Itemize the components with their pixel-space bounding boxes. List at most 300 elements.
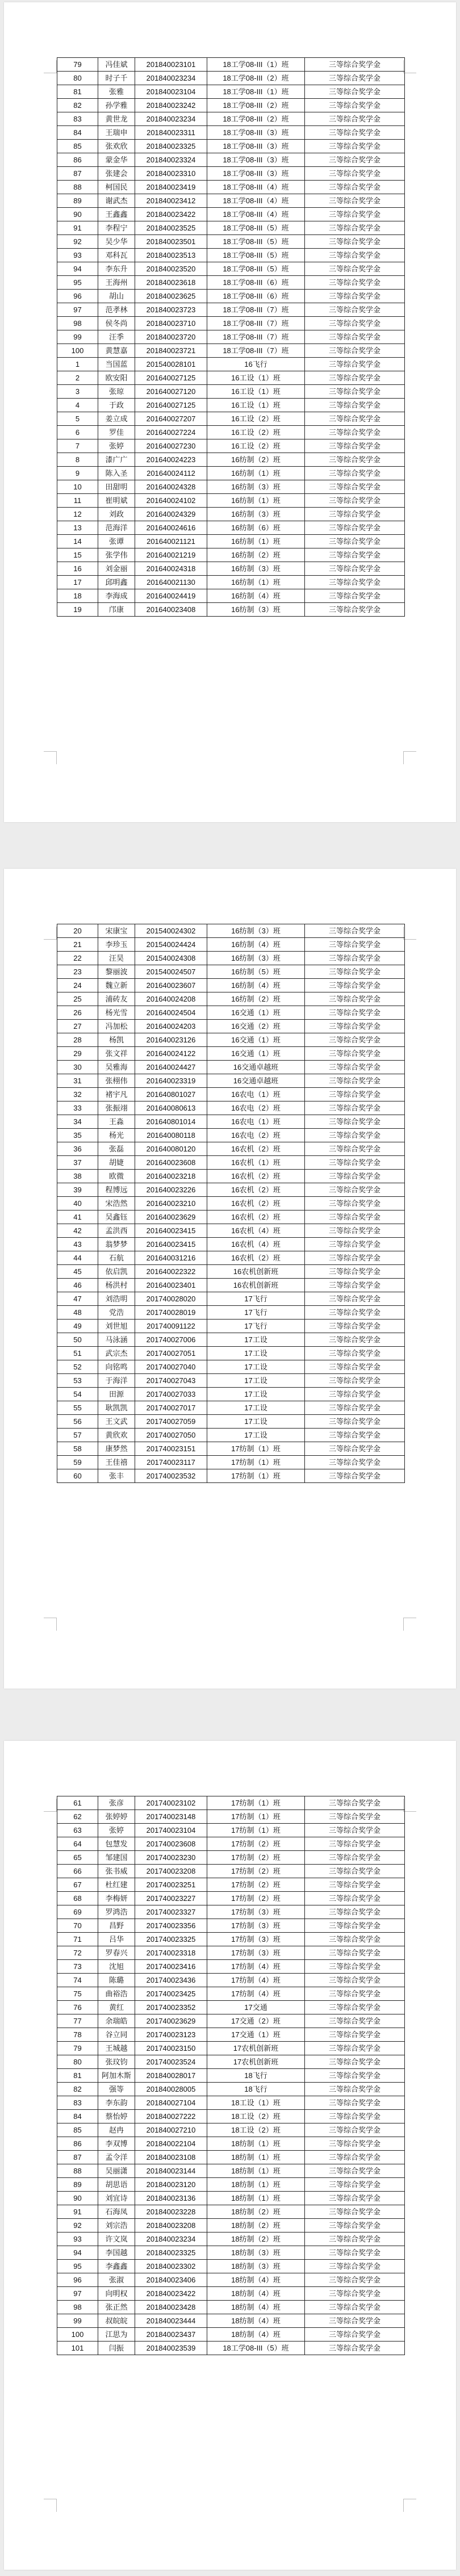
student-id-cell: 201740023352: [135, 2001, 207, 2014]
class-cell: 16纺制（3）班: [207, 603, 305, 617]
student-name-cell: 刘政: [98, 508, 135, 521]
award-cell: 三等综合奖学金: [305, 1279, 405, 1292]
award-cell: 三等综合奖学金: [305, 1469, 405, 1483]
row-number-cell: 56: [57, 1415, 98, 1429]
class-cell: 18工学08-III（4）班: [207, 208, 305, 221]
table-row: [57, 2123, 405, 2137]
row-number-cell: 54: [57, 1388, 98, 1401]
row-number-cell: 67: [57, 1878, 98, 1892]
student-name-cell: 张建会: [98, 167, 135, 181]
table-row: [57, 249, 405, 262]
class-cell: 17农机创新班: [207, 2042, 305, 2055]
row-number-cell: 25: [57, 992, 98, 1006]
table-row: [57, 1074, 405, 1088]
row-number-cell: 63: [57, 1824, 98, 1837]
class-cell: 18工学08-III（3）班: [207, 140, 305, 153]
student-name-cell: 王佳禧: [98, 1456, 135, 1469]
award-cell: 三等综合奖学金: [305, 1320, 405, 1333]
class-cell: 18纺制（1）班: [207, 2178, 305, 2192]
row-number-cell: 77: [57, 2014, 98, 2028]
award-cell: 三等综合奖学金: [305, 548, 405, 562]
award-cell: 三等综合奖学金: [305, 1074, 405, 1088]
class-cell: 18工学08-III（1）班: [207, 58, 305, 72]
student-name-cell: 孙学雅: [98, 99, 135, 112]
award-cell: 三等综合奖学金: [305, 1251, 405, 1265]
award-cell: 三等综合奖学金: [305, 1101, 405, 1115]
award-cell: 三等综合奖学金: [305, 1960, 405, 1974]
student-id-cell: 201840023234: [135, 2232, 207, 2246]
student-name-cell: 王城越: [98, 2042, 135, 2055]
row-number-cell: 66: [57, 1865, 98, 1878]
student-name-cell: 杨洪村: [98, 1279, 135, 1292]
row-number-cell: 6: [57, 426, 98, 439]
award-cell: 三等综合奖学金: [305, 1919, 405, 1933]
award-cell: 三等综合奖学金: [305, 2151, 405, 2164]
row-number-cell: 3: [57, 385, 98, 399]
class-cell: 17飞行: [207, 1306, 305, 1320]
student-id-cell: 201840023325: [135, 2246, 207, 2260]
class-cell: 16工设（1）班: [207, 399, 305, 412]
class-cell: 16交通卓越班: [207, 1061, 305, 1074]
table-row: [57, 1115, 405, 1129]
student-name-cell: 强等: [98, 2083, 135, 2096]
class-cell: 16农机（2）班: [207, 1183, 305, 1197]
award-cell: 三等综合奖学金: [305, 290, 405, 303]
student-id-cell: 201640024419: [135, 589, 207, 603]
class-cell: 16纺制（3）班: [207, 508, 305, 521]
row-number-cell: 38: [57, 1170, 98, 1183]
student-id-cell: 201740023532: [135, 1469, 207, 1483]
row-number-cell: 45: [57, 1265, 98, 1279]
student-id-cell: 201640031216: [135, 1251, 207, 1265]
row-number-cell: 101: [57, 2342, 98, 2355]
row-number-cell: 42: [57, 1224, 98, 1238]
student-id-cell: 201540024507: [135, 965, 207, 979]
table-row: [57, 979, 405, 992]
student-id-cell: 201640027120: [135, 385, 207, 399]
student-id-cell: 201740023117: [135, 1456, 207, 1469]
student-name-cell: 宋康宝: [98, 924, 135, 938]
class-cell: 16纺制（2）班: [207, 453, 305, 467]
crop-mark: [44, 1799, 57, 1812]
row-number-cell: 83: [57, 112, 98, 126]
student-id-cell: 201840027222: [135, 2110, 207, 2123]
award-cell: 三等综合奖学金: [305, 2164, 405, 2178]
table-row: [57, 2110, 405, 2123]
student-name-cell: 黄欣欢: [98, 1429, 135, 1442]
award-cell: 三等综合奖学金: [305, 249, 405, 262]
award-cell: 三等综合奖学金: [305, 126, 405, 140]
award-cell: 三等综合奖学金: [305, 562, 405, 576]
class-cell: 18工学08-III（2）班: [207, 112, 305, 126]
student-id-cell: 201640024223: [135, 453, 207, 467]
table-row: [57, 317, 405, 330]
table-row: [57, 1892, 405, 1905]
class-cell: 16农电（2）班: [207, 1101, 305, 1115]
row-number-cell: 26: [57, 1006, 98, 1020]
table-row: [57, 2205, 405, 2219]
student-name-cell: 张婷: [98, 1824, 135, 1837]
table-row: [57, 2137, 405, 2151]
table-row: [57, 1824, 405, 1837]
student-name-cell: 余瑞皓: [98, 2014, 135, 2028]
award-cell: 三等综合奖学金: [305, 2287, 405, 2301]
table-row: [57, 358, 405, 371]
student-id-cell: 201740023436: [135, 1974, 207, 1987]
row-number-cell: 100: [57, 344, 98, 358]
class-cell: 16交通（2）班: [207, 1020, 305, 1033]
award-cell: 三等综合奖学金: [305, 467, 405, 480]
student-name-cell: 李双博: [98, 2137, 135, 2151]
student-id-cell: 201740023104: [135, 1824, 207, 1837]
award-cell: 三等综合奖学金: [305, 2055, 405, 2069]
row-number-cell: 84: [57, 2110, 98, 2123]
class-cell: 18工学08-III（7）班: [207, 317, 305, 330]
row-number-cell: 64: [57, 1837, 98, 1851]
table-row: [57, 2178, 405, 2192]
award-cell: 三等综合奖学金: [305, 2069, 405, 2083]
class-cell: 18纺制（2）班: [207, 2232, 305, 2246]
award-cell: 三等综合奖学金: [305, 2219, 405, 2232]
class-cell: 16农机（2）班: [207, 1197, 305, 1210]
award-cell: 三等综合奖学金: [305, 1047, 405, 1061]
class-cell: 17纺制（1）班: [207, 1810, 305, 1824]
student-id-cell: 201740027033: [135, 1388, 207, 1401]
student-id-cell: 201740023123: [135, 2028, 207, 2042]
table-row: [57, 1987, 405, 2001]
award-cell: 三等综合奖学金: [305, 344, 405, 358]
row-number-cell: 86: [57, 2137, 98, 2151]
award-cell: 三等综合奖学金: [305, 1170, 405, 1183]
student-id-cell: 201540024302: [135, 924, 207, 938]
row-number-cell: 73: [57, 1960, 98, 1974]
row-number-cell: 62: [57, 1810, 98, 1824]
award-cell: 三等综合奖学金: [305, 303, 405, 317]
table-row: [57, 85, 405, 99]
row-number-cell: 29: [57, 1047, 98, 1061]
award-cell: 三等综合奖学金: [305, 385, 405, 399]
award-cell: 三等综合奖学金: [305, 1851, 405, 1865]
student-name-cell: 张婷: [98, 439, 135, 453]
row-number-cell: 23: [57, 965, 98, 979]
table-row: [57, 2028, 405, 2042]
student-id-cell: 201740023524: [135, 2055, 207, 2069]
student-name-cell: 吴少华: [98, 235, 135, 249]
award-cell: 三等综合奖学金: [305, 2273, 405, 2287]
student-id-cell: 201840023412: [135, 194, 207, 208]
student-name-cell: 刘宜诗: [98, 2192, 135, 2205]
award-cell: 三等综合奖学金: [305, 1374, 405, 1388]
class-cell: 16农机（1）班: [207, 1156, 305, 1170]
row-number-cell: 91: [57, 221, 98, 235]
student-name-cell: 依启凯: [98, 1265, 135, 1279]
award-cell: 三等综合奖学金: [305, 1210, 405, 1224]
award-cell: 三等综合奖学金: [305, 412, 405, 426]
award-cell: 三等综合奖学金: [305, 1033, 405, 1047]
student-id-cell: 201840023444: [135, 2314, 207, 2328]
crop-mark: [403, 2499, 416, 2512]
class-cell: 18纺制（3）班: [207, 2246, 305, 2260]
table-row: [57, 2246, 405, 2260]
class-cell: 16农机（2）班: [207, 1251, 305, 1265]
award-cell: 三等综合奖学金: [305, 1006, 405, 1020]
row-number-cell: 43: [57, 1238, 98, 1251]
table-row: [57, 2232, 405, 2246]
student-name-cell: 闫振: [98, 2342, 135, 2355]
award-cell: 三等综合奖学金: [305, 2042, 405, 2055]
student-id-cell: 201840023406: [135, 2273, 207, 2287]
award-cell: 三等综合奖学金: [305, 521, 405, 535]
class-cell: 16交通（1）班: [207, 1047, 305, 1061]
class-cell: 17工设: [207, 1347, 305, 1360]
student-name-cell: 曲裕浩: [98, 1987, 135, 2001]
student-id-cell: 201740023150: [135, 2042, 207, 2055]
award-cell: 三等综合奖学金: [305, 2260, 405, 2273]
award-cell: 三等综合奖学金: [305, 508, 405, 521]
table-row: [57, 1197, 405, 1210]
class-cell: 17纺制（3）班: [207, 1933, 305, 1946]
class-cell: 18飞行: [207, 2083, 305, 2096]
table-row: [57, 439, 405, 453]
table-row: [57, 1469, 405, 1483]
class-cell: 17工设: [207, 1429, 305, 1442]
student-name-cell: 黄红: [98, 2001, 135, 2014]
student-id-cell: 201840023539: [135, 2342, 207, 2355]
award-cell: 三等综合奖学金: [305, 439, 405, 453]
table-row: [57, 2328, 405, 2342]
award-cell: 三等综合奖学金: [305, 276, 405, 290]
student-id-cell: 201640024616: [135, 521, 207, 535]
table-row: [57, 1047, 405, 1061]
award-cell: 三等综合奖学金: [305, 1415, 405, 1429]
row-number-cell: 83: [57, 2096, 98, 2110]
class-cell: 18纺制（1）班: [207, 2151, 305, 2164]
row-number-cell: 11: [57, 494, 98, 508]
student-name-cell: 时子千: [98, 72, 135, 85]
row-number-cell: 99: [57, 330, 98, 344]
award-cell: 三等综合奖学金: [305, 1892, 405, 1905]
award-cell: 三等综合奖学金: [305, 1905, 405, 1919]
row-number-cell: 17: [57, 576, 98, 589]
student-name-cell: 沈旭: [98, 1960, 135, 1974]
student-id-cell: 201840023501: [135, 235, 207, 249]
row-number-cell: 76: [57, 2001, 98, 2014]
student-name-cell: 欧微: [98, 1170, 135, 1183]
student-id-cell: 201740023251: [135, 1878, 207, 1892]
class-cell: 16纺制（2）班: [207, 992, 305, 1006]
student-name-cell: 崔明斌: [98, 494, 135, 508]
class-cell: 16纺制（4）班: [207, 938, 305, 952]
student-name-cell: 邝康: [98, 603, 135, 617]
award-cell: 三等综合奖学金: [305, 1156, 405, 1170]
row-number-cell: 39: [57, 1183, 98, 1197]
student-id-cell: 201840023325: [135, 140, 207, 153]
award-cell: 三等综合奖学金: [305, 153, 405, 167]
row-number-cell: 69: [57, 1905, 98, 1919]
student-id-cell: 201840023525: [135, 221, 207, 235]
class-cell: 17纺制（2）班: [207, 1851, 305, 1865]
student-id-cell: 201840027104: [135, 2096, 207, 2110]
crop-mark: [403, 60, 416, 73]
table-row: [57, 399, 405, 412]
student-id-cell: 201840023723: [135, 303, 207, 317]
row-number-cell: 85: [57, 2123, 98, 2137]
student-id-cell: 201740023208: [135, 1865, 207, 1878]
student-id-cell: 201840027210: [135, 2123, 207, 2137]
class-cell: 17纺制（2）班: [207, 1865, 305, 1878]
table-row: [57, 58, 405, 72]
row-number-cell: 32: [57, 1088, 98, 1101]
class-cell: 18纺制（4）班: [207, 2328, 305, 2342]
student-id-cell: 201640023608: [135, 1156, 207, 1170]
class-cell: 18纺制（3）班: [207, 2260, 305, 2273]
award-cell: 三等综合奖学金: [305, 1347, 405, 1360]
award-cell: 三等综合奖学金: [305, 453, 405, 467]
row-number-cell: 92: [57, 2219, 98, 2232]
student-id-cell: 201740023148: [135, 1810, 207, 1824]
table-row: [57, 140, 405, 153]
student-id-cell: 201640023218: [135, 1170, 207, 1183]
class-cell: 18纺制（4）班: [207, 2273, 305, 2287]
student-id-cell: 201840023710: [135, 317, 207, 330]
crop-mark: [44, 927, 57, 940]
class-cell: 17纺制（1）班: [207, 1469, 305, 1483]
student-name-cell: 张琼: [98, 385, 135, 399]
table-row: [57, 1837, 405, 1851]
award-cell: 三等综合奖学金: [305, 72, 405, 85]
student-name-cell: 张彦: [98, 1796, 135, 1810]
student-name-cell: 罗春兴: [98, 1946, 135, 1960]
table-row: [57, 1156, 405, 1170]
student-id-cell: 201740023608: [135, 1837, 207, 1851]
class-cell: 18纺制（1）班: [207, 2192, 305, 2205]
table-row: [57, 426, 405, 439]
student-name-cell: 叔皖皖: [98, 2314, 135, 2328]
award-cell: 三等综合奖学金: [305, 371, 405, 385]
row-number-cell: 15: [57, 548, 98, 562]
award-cell: 三等综合奖学金: [305, 1333, 405, 1347]
award-cell: 三等综合奖学金: [305, 2001, 405, 2014]
row-number-cell: 12: [57, 508, 98, 521]
student-name-cell: 罗鸿浩: [98, 1905, 135, 1919]
row-number-cell: 82: [57, 99, 98, 112]
student-name-cell: 柯国民: [98, 181, 135, 194]
student-id-cell: 201840023437: [135, 2328, 207, 2342]
table-row: [57, 2055, 405, 2069]
student-name-cell: 包慧发: [98, 1837, 135, 1851]
student-id-cell: 201840023311: [135, 126, 207, 140]
award-cell: 三等综合奖学金: [305, 992, 405, 1006]
row-number-cell: 55: [57, 1401, 98, 1415]
table-row: [57, 1265, 405, 1279]
award-cell: 三等综合奖学金: [305, 208, 405, 221]
student-name-cell: 范孝林: [98, 303, 135, 317]
class-cell: 16工设（1）班: [207, 385, 305, 399]
row-number-cell: 78: [57, 2028, 98, 2042]
award-cell: 三等综合奖学金: [305, 194, 405, 208]
table-row: [57, 2083, 405, 2096]
row-number-cell: 79: [57, 2042, 98, 2055]
table-row: [57, 1796, 405, 1810]
student-id-cell: 201640024329: [135, 508, 207, 521]
student-id-cell: 201840023104: [135, 85, 207, 99]
student-name-cell: 邹建国: [98, 1851, 135, 1865]
table-row: [57, 2301, 405, 2314]
award-cell: 三等综合奖学金: [305, 535, 405, 548]
row-number-cell: 96: [57, 290, 98, 303]
award-cell: 三等综合奖学金: [305, 2028, 405, 2042]
student-id-cell: 201640021121: [135, 535, 207, 548]
table-row: [57, 1919, 405, 1933]
student-id-cell: 201740028019: [135, 1306, 207, 1320]
class-cell: 17纺制（2）班: [207, 1837, 305, 1851]
row-number-cell: 80: [57, 2055, 98, 2069]
award-cell: 三等综合奖学金: [305, 1442, 405, 1456]
class-cell: 18工学08-III（7）班: [207, 303, 305, 317]
row-number-cell: 48: [57, 1306, 98, 1320]
table-row: [57, 1360, 405, 1374]
award-cell: 三等综合奖学金: [305, 1824, 405, 1837]
class-cell: 16农机创新班: [207, 1265, 305, 1279]
table-body: [57, 58, 405, 617]
student-name-cell: 赵冉: [98, 2123, 135, 2137]
student-id-cell: 201640023629: [135, 1210, 207, 1224]
student-id-cell: 201640801027: [135, 1088, 207, 1101]
row-number-cell: 84: [57, 126, 98, 140]
student-id-cell: 201840023242: [135, 99, 207, 112]
table-row: [57, 1279, 405, 1292]
row-number-cell: 34: [57, 1115, 98, 1129]
row-number-cell: 19: [57, 603, 98, 617]
table-row: [57, 344, 405, 358]
student-name-cell: 邓科瓦: [98, 249, 135, 262]
student-id-cell: 201640080613: [135, 1101, 207, 1115]
award-cell: 三等综合奖学金: [305, 1265, 405, 1279]
class-cell: 17纺制（4）班: [207, 1960, 305, 1974]
class-cell: 18工设（1）班: [207, 2096, 305, 2110]
student-name-cell: 杨光雪: [98, 1006, 135, 1020]
student-name-cell: 陈璐: [98, 1974, 135, 1987]
row-number-cell: 13: [57, 521, 98, 535]
crop-mark: [44, 2499, 57, 2512]
class-cell: 17纺制（1）班: [207, 1442, 305, 1456]
table-row: [57, 562, 405, 576]
row-number-cell: 24: [57, 979, 98, 992]
class-cell: 18工学08-III（2）班: [207, 99, 305, 112]
student-id-cell: 201640024208: [135, 992, 207, 1006]
student-id-cell: 201640023415: [135, 1238, 207, 1251]
row-number-cell: 53: [57, 1374, 98, 1388]
row-number-cell: 33: [57, 1101, 98, 1115]
student-id-cell: 201840023101: [135, 58, 207, 72]
student-name-cell: 王文武: [98, 1415, 135, 1429]
student-id-cell: 201740091122: [135, 1320, 207, 1333]
student-id-cell: 201640022322: [135, 1265, 207, 1279]
award-cell: 三等综合奖学金: [305, 1183, 405, 1197]
award-cell: 三等综合奖学金: [305, 1865, 405, 1878]
table-row: [57, 1020, 405, 1033]
class-cell: 18工学08-III（3）班: [207, 126, 305, 140]
class-cell: 16农电（2）班: [207, 1129, 305, 1142]
award-cell: 三等综合奖学金: [305, 1810, 405, 1824]
class-cell: 17纺制（2）班: [207, 1892, 305, 1905]
student-name-cell: 李东韵: [98, 2096, 135, 2110]
award-cell: 三等综合奖学金: [305, 965, 405, 979]
award-cell: 三等综合奖学金: [305, 1224, 405, 1238]
class-cell: 18工设（2）班: [207, 2123, 305, 2137]
student-id-cell: 201840023520: [135, 262, 207, 276]
class-cell: 16纺制（3）班: [207, 480, 305, 494]
